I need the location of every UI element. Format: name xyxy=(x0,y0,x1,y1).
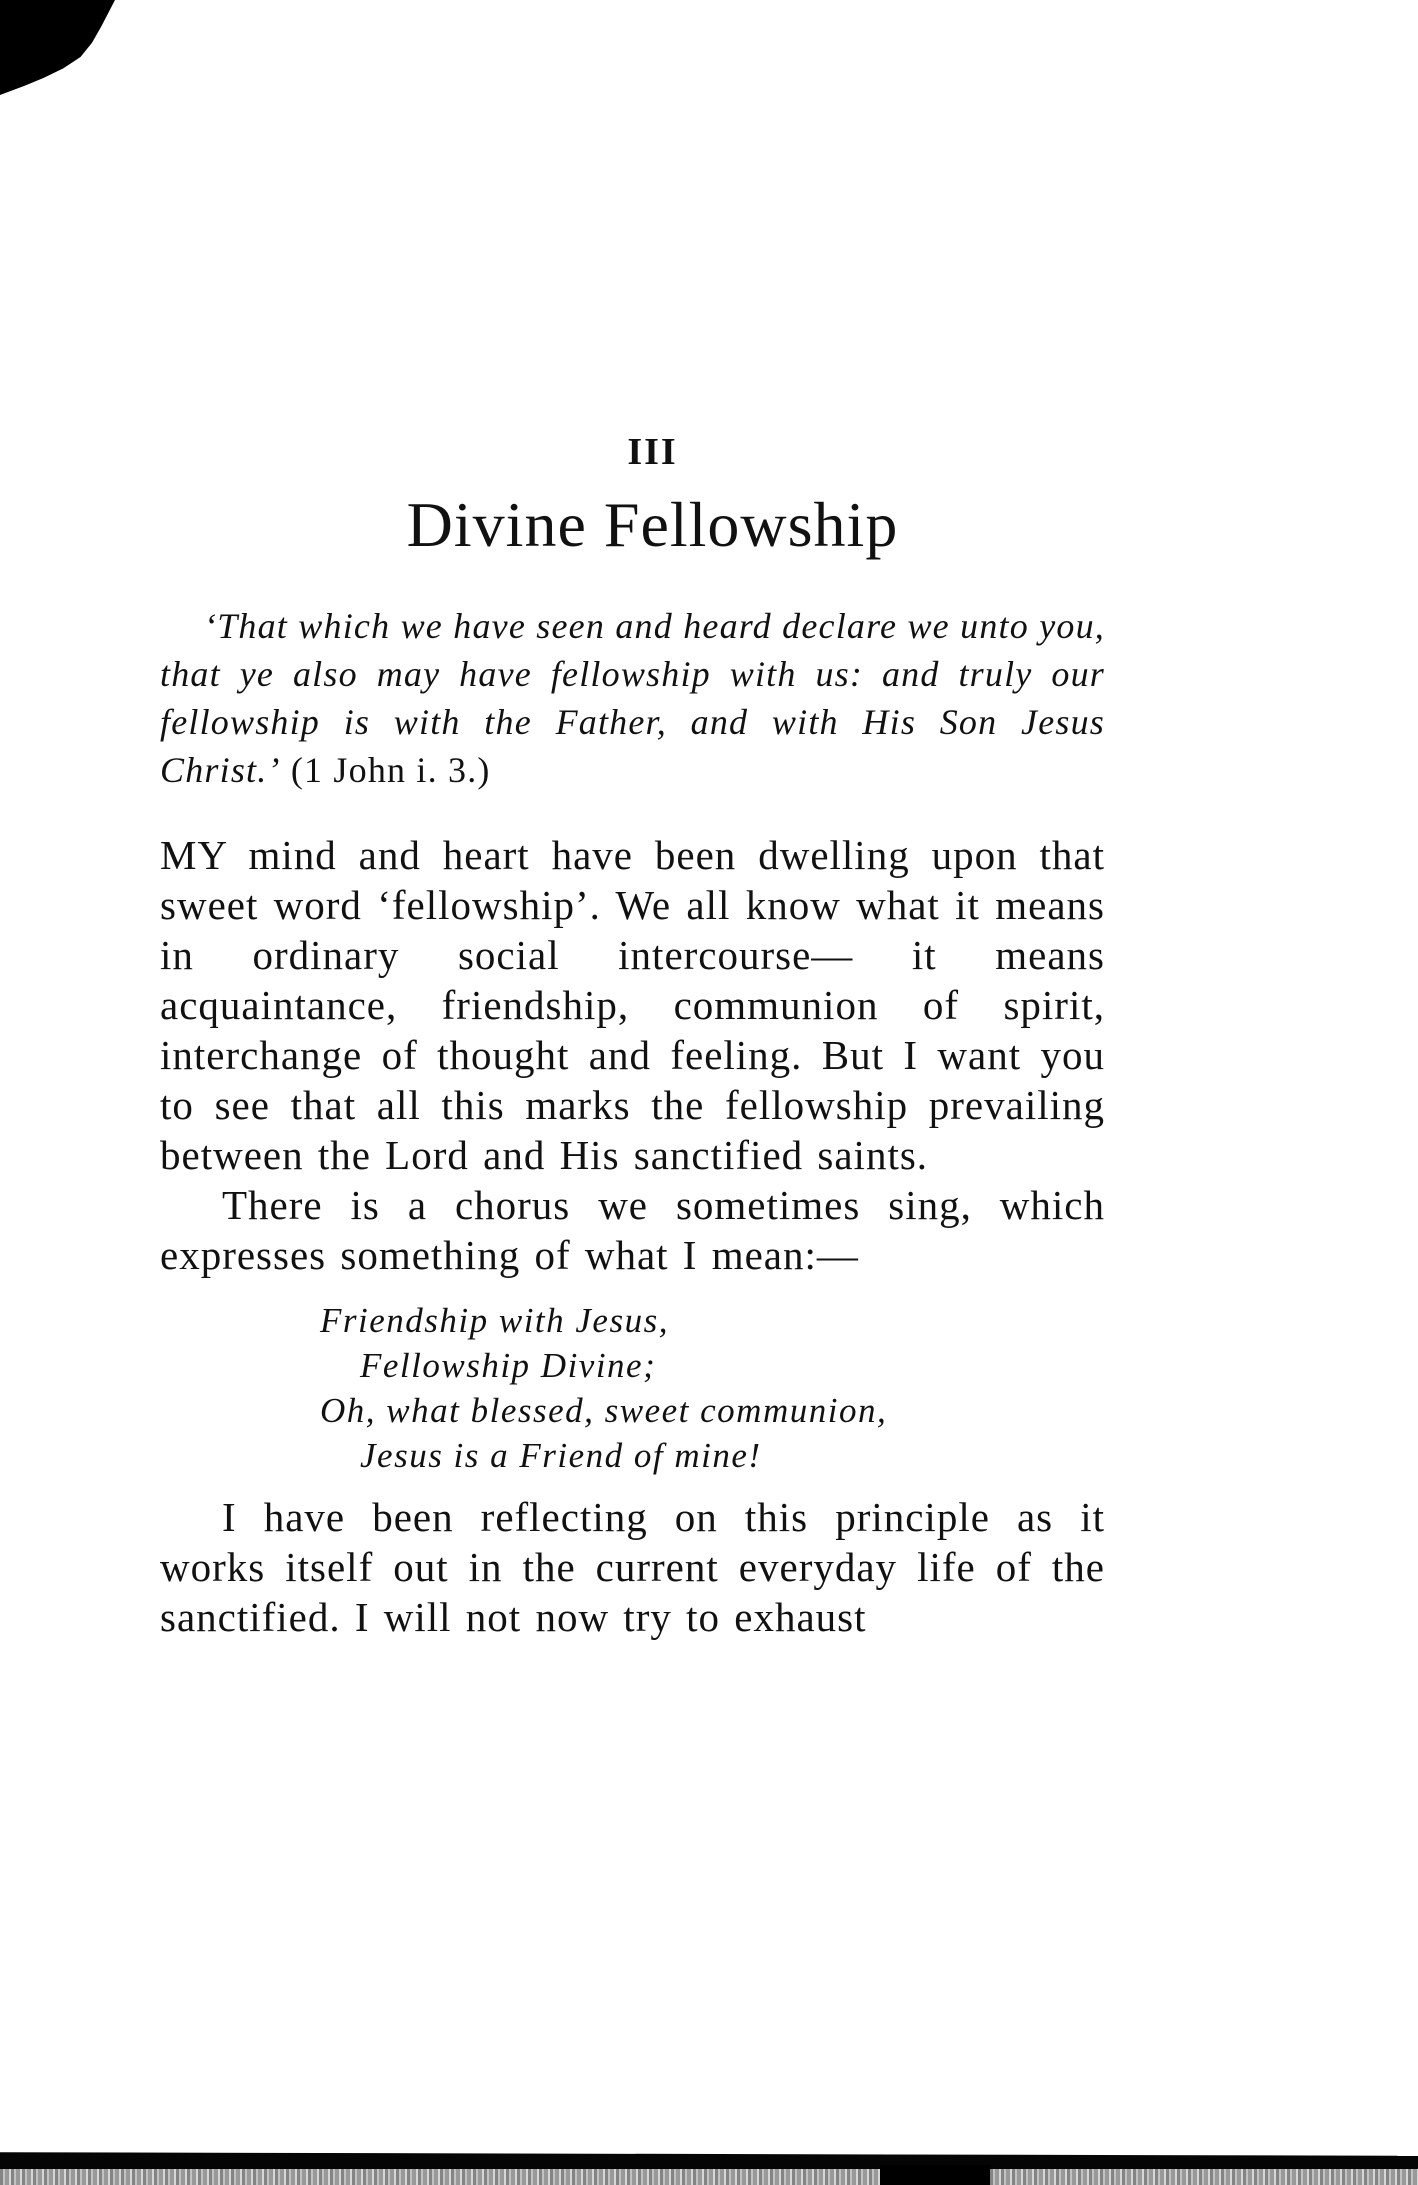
scan-bottom-edge xyxy=(0,2127,1418,2185)
verse-line: Oh, what blessed, sweet communion, xyxy=(320,1391,888,1430)
body-paragraph: There is a chorus we sometimes sing, which expresses something of what I mean:— xyxy=(160,1182,1105,1278)
body-paragraph: MY mind and heart have been dwelling upon that sweet word ‘fellowship’. We all know what it means in ordinary social intercourse— it means acquaintance, friendship, communion of spirit, interchange of thought and feeling. But I want you to see that all this marks the fellowship prevailing between the Lord and His sanctified saints. xyxy=(160,832,1105,1178)
chorus-verse xyxy=(320,1298,1105,1478)
body-paragraph: I have been reflecting on this principle as it works itself out in the current everyday life of the sanctified. I will not now try to exhaust xyxy=(160,1494,1105,1640)
epigraph-reference: (1 John i. 3.) xyxy=(290,750,491,790)
verse-line: Jesus is a Friend of mine! xyxy=(360,1436,762,1475)
chapter-title: Divine Fellowship xyxy=(406,489,899,560)
verse-line: Friendship with Jesus, xyxy=(320,1301,669,1340)
epigraph-quote: ‘That which we have seen and heard declare we unto you, that ye also may have fellowship with us: and truly our fellowship is with the Father, and with His Son Jesus Christ.’ xyxy=(160,606,1105,790)
verse-line: Fellowship Divine; xyxy=(360,1346,657,1385)
scan-corner-mark xyxy=(0,0,115,95)
chapter-number: III xyxy=(627,431,678,473)
epigraph xyxy=(160,602,1105,794)
book-page xyxy=(160,430,1105,1642)
